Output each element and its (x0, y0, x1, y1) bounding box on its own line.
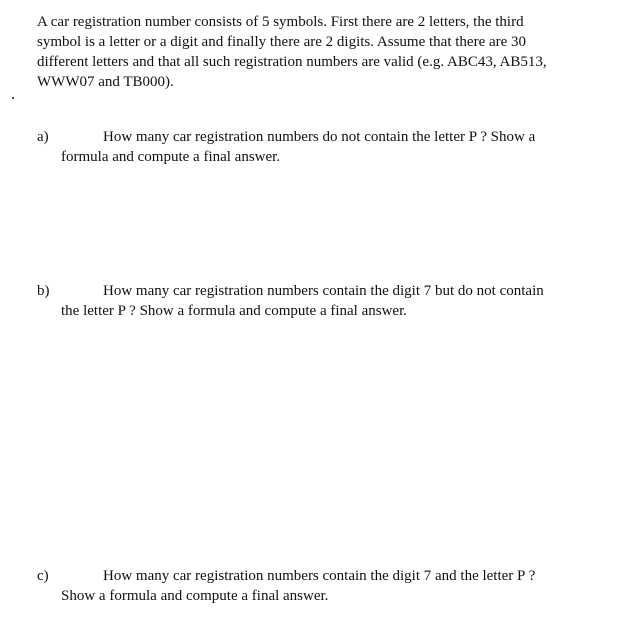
question-text: How many car registration numbers contain the digit 7 and the letter P ? (103, 568, 536, 584)
question-label: b) (37, 283, 50, 299)
question-c (37, 566, 607, 606)
stray-dot-mark (12, 97, 14, 99)
question-text-continued: Show a formula and compute a final answer. (61, 588, 329, 604)
question-a (37, 127, 607, 167)
question-label: c) (37, 568, 49, 584)
question-text: How many car registration numbers contain the digit 7 but do not contain (103, 283, 544, 299)
question-text-continued: the letter P ? Show a formula and compute a final answer. (61, 303, 408, 319)
intro-line: different letters and that all such registration numbers are valid (e.g. ABC43, AB513, (37, 54, 547, 70)
question-label: a) (37, 129, 49, 145)
question-b (37, 281, 607, 321)
problem-intro (37, 12, 607, 92)
question-text: How many car registration numbers do not contain the letter P ? Show a (103, 129, 536, 145)
intro-line: A car registration number consists of 5 symbols. First there are 2 letters, the third (37, 14, 524, 30)
intro-line: symbol is a letter or a digit and finally there are 2 digits. Assume that there are 30 (37, 34, 527, 50)
intro-line: WWW07 and TB000). (37, 74, 174, 90)
question-text-continued: formula and compute a final answer. (61, 149, 281, 165)
